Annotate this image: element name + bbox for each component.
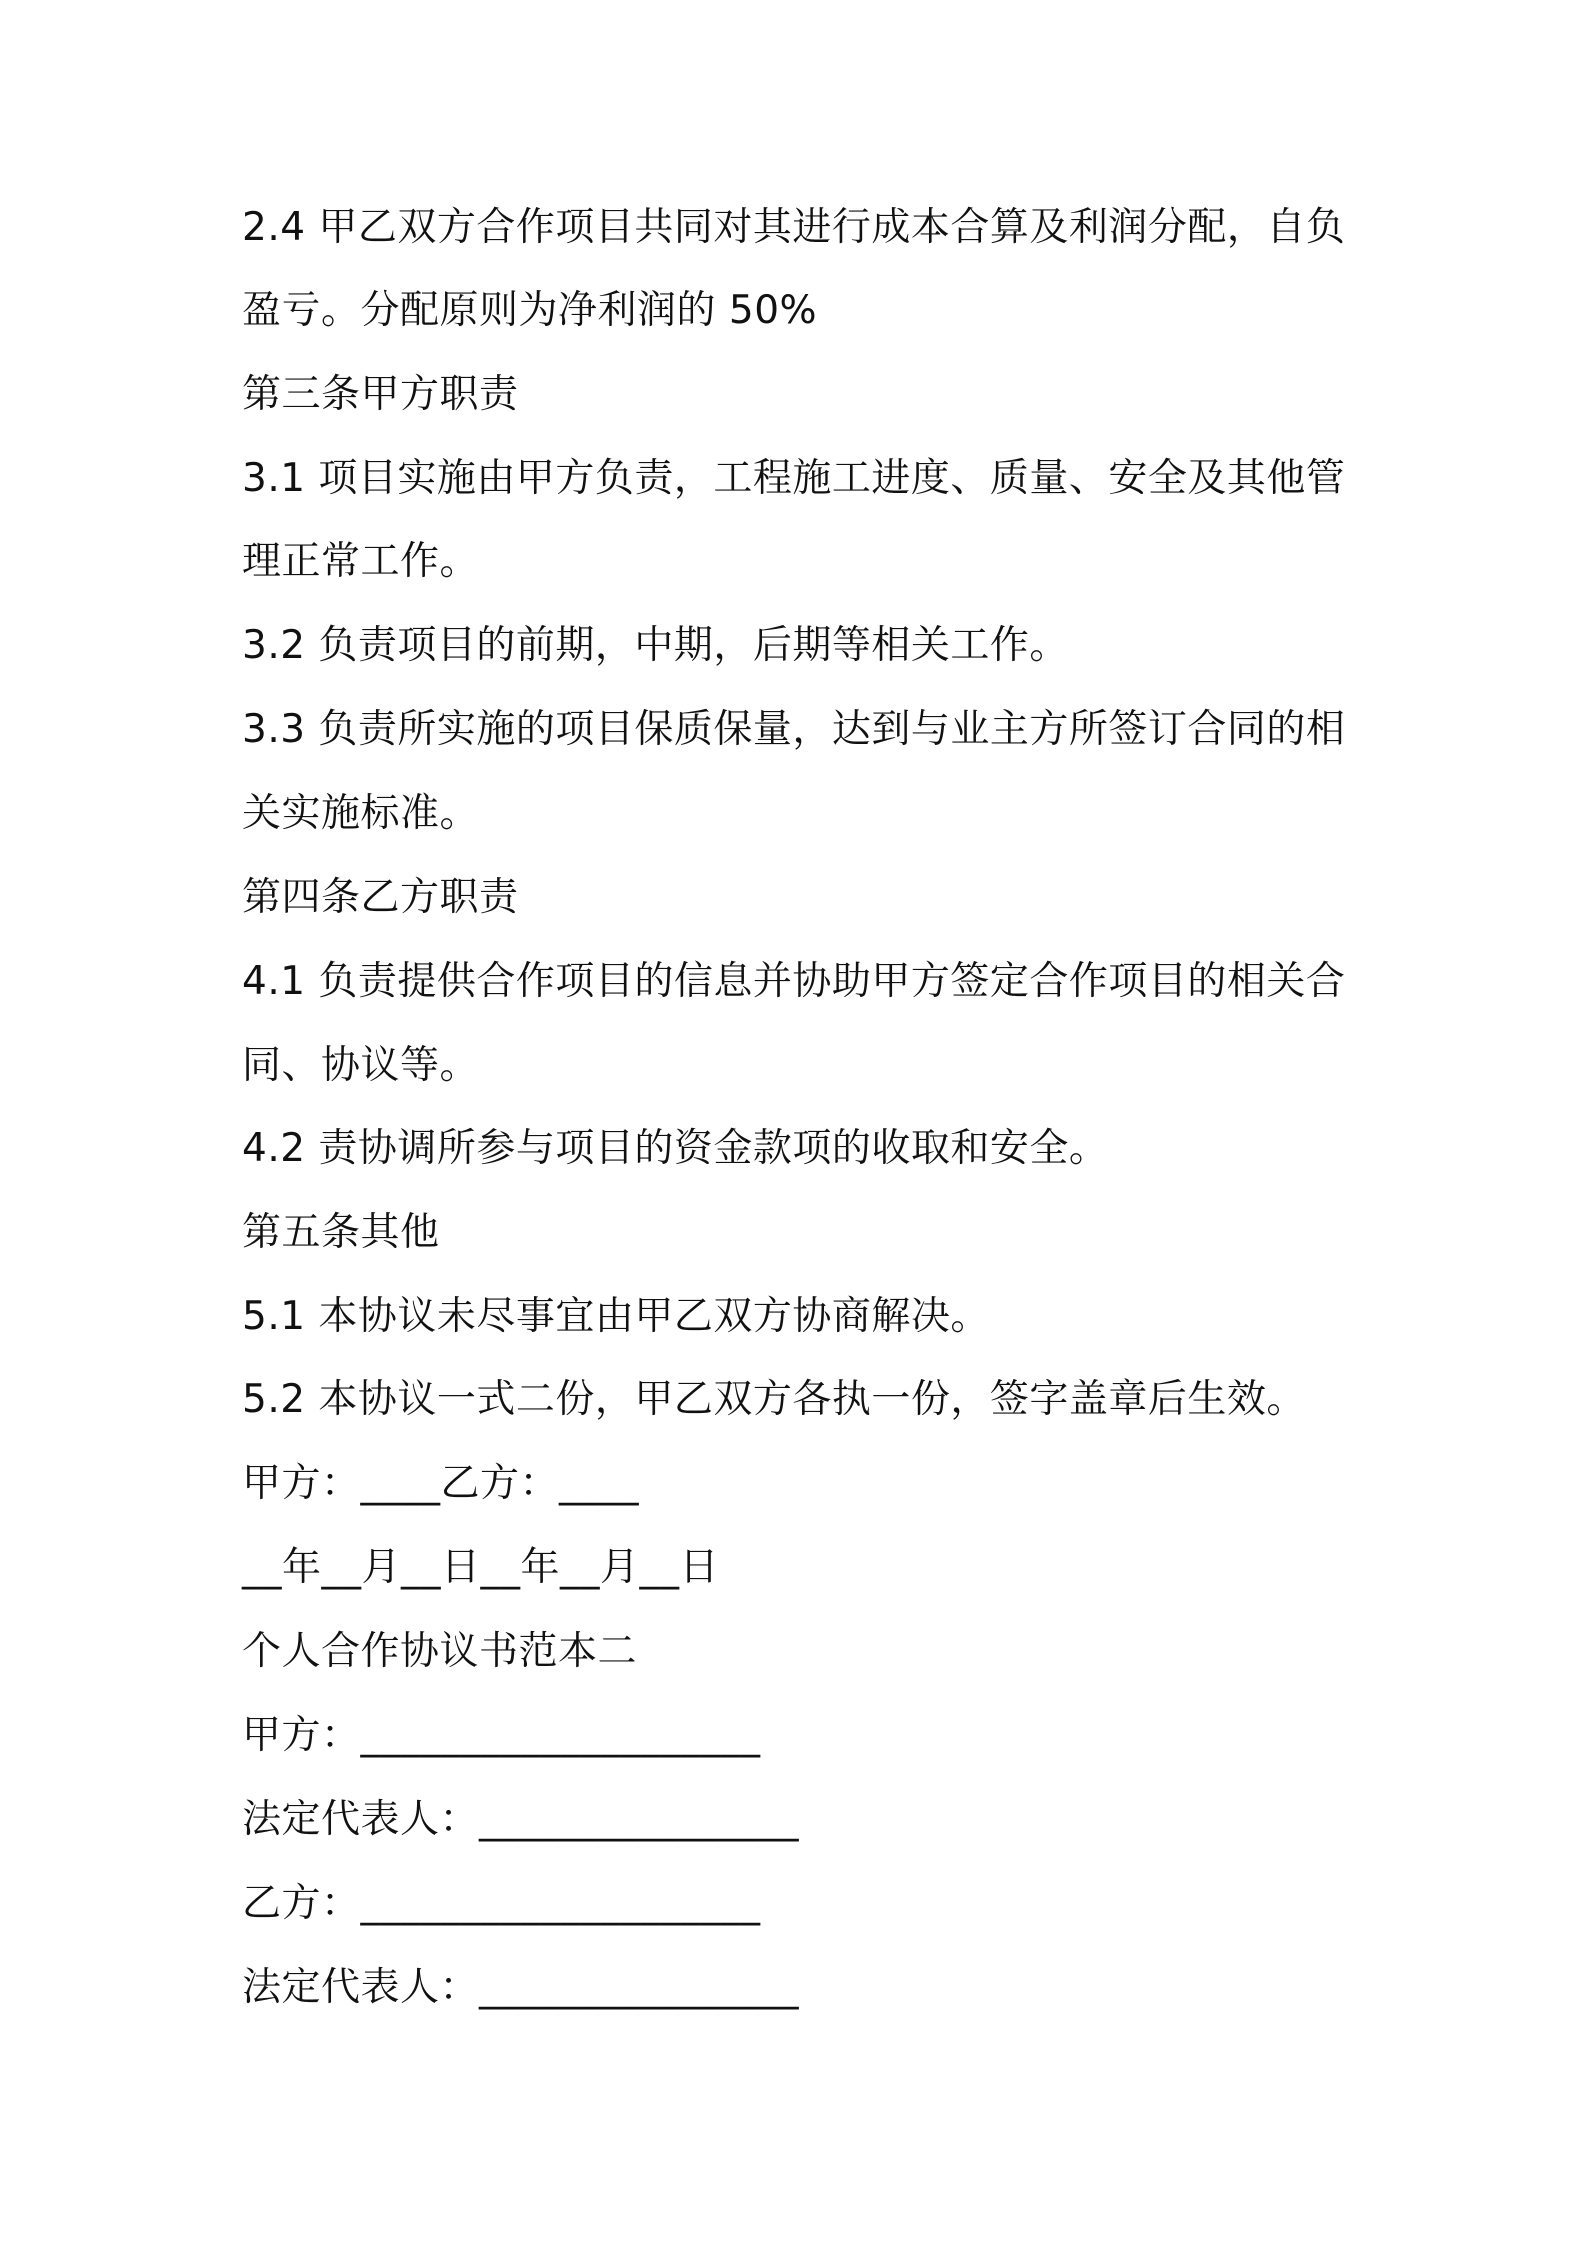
clause-3-1-line-2: 理正常工作。 (242, 539, 480, 584)
clause-3-3-line-2: 关实施标准。 (242, 791, 480, 836)
template-two-title: 个人合作协议书范本二 (242, 1629, 638, 1674)
party-b-legal-rep-field: 法定代表人：________________ (242, 1965, 800, 2010)
article-4-heading: 第四条乙方职责 (242, 875, 519, 920)
clause-4-1-line-2: 同、协议等。 (242, 1043, 480, 1088)
article-5-heading: 第五条其他 (242, 1210, 440, 1255)
party-a-legal-rep-field: 法定代表人：________________ (242, 1797, 800, 1842)
clause-2-4-line-1: 2.4 甲乙双方合作项目共同对其进行成本合算及利润分配，自负 (242, 205, 1346, 250)
clause-3-2: 3.2 负责项目的前期，中期，后期等相关工作。 (242, 623, 1069, 668)
party-a-field: 甲方：____________________ (242, 1713, 761, 1758)
clause-2-4-line-2: 盈亏。分配原则为净利润的 50% (242, 288, 818, 333)
signature-parties-line: 甲方：____乙方：____ (242, 1461, 640, 1506)
clause-3-3-line-1: 3.3 负责所实施的项目保质保量，达到与业主方所签订合同的相 (242, 707, 1346, 752)
clause-5-1: 5.1 本协议未尽事宜由甲乙双方协商解决。 (242, 1294, 990, 1339)
clause-4-1-line-1: 4.1 负责提供合作项目的信息并协助甲方签定合作项目的相关合 (242, 959, 1346, 1004)
clause-5-2: 5.2 本协议一式二份，甲乙双方各执一份，签字盖章后生效。 (242, 1377, 1306, 1422)
clause-3-1-line-1: 3.1 项目实施由甲方负责，工程施工进度、质量、安全及其他管 (242, 456, 1346, 501)
signature-date-line: __年__月__日__年__月__日 (242, 1545, 720, 1590)
party-b-field: 乙方：____________________ (242, 1881, 761, 1926)
article-3-heading: 第三条甲方职责 (242, 372, 519, 417)
clause-4-2: 4.2 责协调所参与项目的资金款项的收取和安全。 (242, 1126, 1109, 1171)
